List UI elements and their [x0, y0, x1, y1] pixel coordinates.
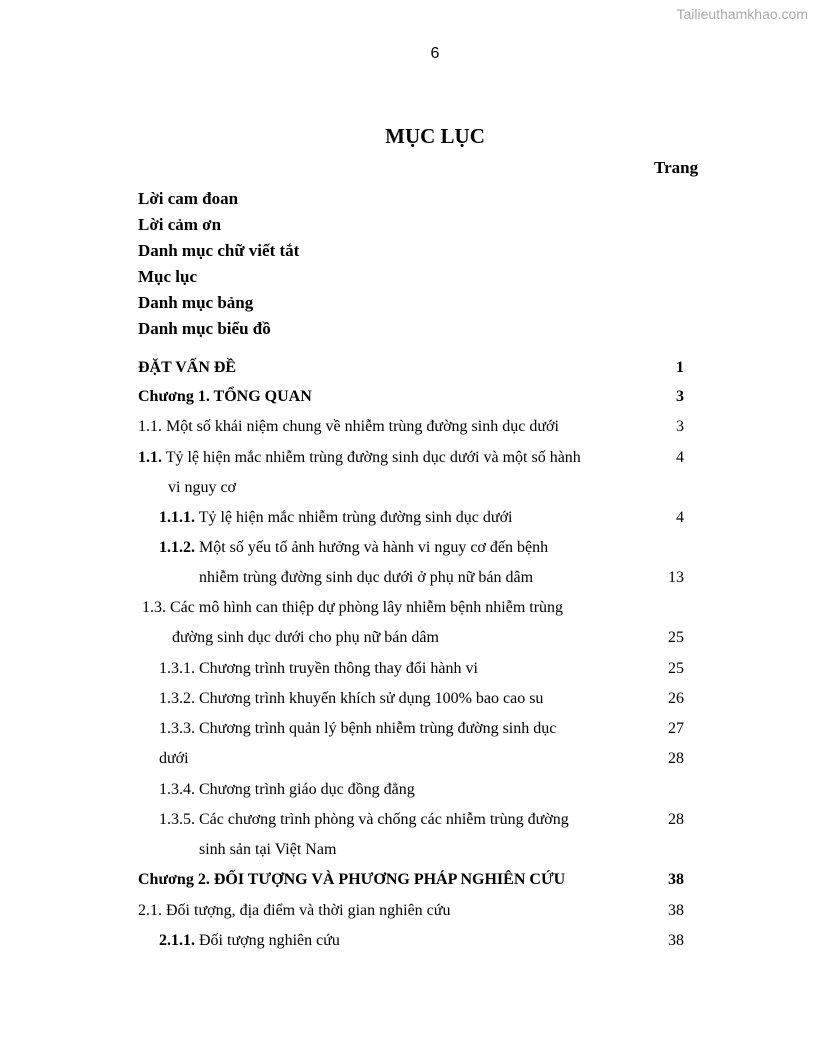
page-title: MỤC LỤC	[385, 124, 485, 148]
toc-entry: Chương 1. TỔNG QUAN	[138, 388, 312, 405]
toc-entry: 1.3.3. Chương trình quản lý bệnh nhiễm trùng đường sinh dục	[159, 720, 557, 737]
toc-page: 38	[668, 871, 684, 888]
toc-entry: 2.1.1. Đối tượng nghiên cứu	[159, 932, 340, 949]
toc-entry: 1.1.2. Một số yếu tố ảnh hưởng và hành vi nguy cơ đến bệnh	[159, 539, 549, 556]
toc-entry: 1.3.4. Chương trình giáo dục đồng đẳng	[159, 781, 415, 798]
toc-page: 38	[668, 902, 684, 919]
front-matter-item: Lời cảm ơn	[138, 215, 222, 234]
toc-entry: 1.1. Một số khái niệm chung về nhiễm trùng đường sinh dục dưới	[138, 418, 559, 435]
toc-page: 1	[676, 359, 684, 376]
toc-entry: 2.1. Đối tượng, địa điểm và thời gian nghiên cứu	[138, 902, 451, 919]
toc-entry: ĐẶT VẤN ĐỀ	[138, 359, 237, 376]
toc-page: 26	[668, 690, 684, 707]
toc-page: 3	[676, 388, 684, 405]
toc-entry: Chương 2. ĐỐI TƯỢNG VÀ PHƯƠNG PHÁP NGHIÊN CỨU	[138, 871, 566, 888]
toc-page: 27	[668, 720, 684, 737]
front-matter-item: Lời cam đoan	[138, 189, 239, 208]
toc-page: 3	[676, 418, 684, 435]
toc-page: 25	[668, 660, 684, 677]
toc-entry: dưới	[159, 750, 189, 767]
toc-page: 4	[676, 449, 684, 466]
toc-entry: 1.1.1. Tỷ lệ hiện mắc nhiễm trùng đường sinh dục dưới	[159, 509, 513, 526]
toc-entry: nhiễm trùng đường sinh dục dưới ở phụ nữ bán dâm	[199, 569, 534, 586]
toc-entry: 1.3.5. Các chương trình phòng và chống các nhiễm trùng đường	[159, 811, 569, 828]
front-matter-item: Danh mục bảng	[138, 293, 254, 312]
front-matter-item: Danh mục chữ viết tắt	[138, 241, 300, 260]
toc-page: 25	[668, 629, 684, 646]
page-number: 6	[430, 45, 440, 62]
toc-entry: 1.3. Các mô hình can thiệp dự phòng lây nhiễm bệnh nhiễm trùng	[142, 599, 564, 616]
toc-entry: đường sinh dục dưới cho phụ nữ bán dâm	[172, 629, 439, 646]
toc-page: 13	[668, 569, 684, 586]
toc-entry: 1.1. Tỷ lệ hiện mắc nhiễm trùng đường sinh dục dưới và một số hành	[138, 449, 581, 466]
watermark: Tailieuthamkhao.com	[676, 6, 808, 22]
page-column-header: Trang	[654, 158, 699, 177]
front-matter-item: Danh mục biểu đồ	[138, 319, 271, 338]
toc-entry: 1.3.1. Chương trình truyền thông thay đổi hành vi	[159, 660, 478, 677]
toc-page: 28	[668, 811, 684, 828]
toc-entry: vi nguy cơ	[168, 479, 237, 496]
front-matter-item: Mục lục	[138, 267, 198, 286]
front-matter-list	[138, 186, 299, 342]
toc-entry: sinh sản tại Việt Nam	[199, 841, 337, 858]
toc-entry: 1.3.2. Chương trình khuyến khích sử dụng 100% bao cao su	[159, 690, 544, 707]
toc-page: 38	[668, 932, 684, 949]
toc-page: 28	[668, 750, 684, 767]
toc-page: 4	[676, 509, 684, 526]
